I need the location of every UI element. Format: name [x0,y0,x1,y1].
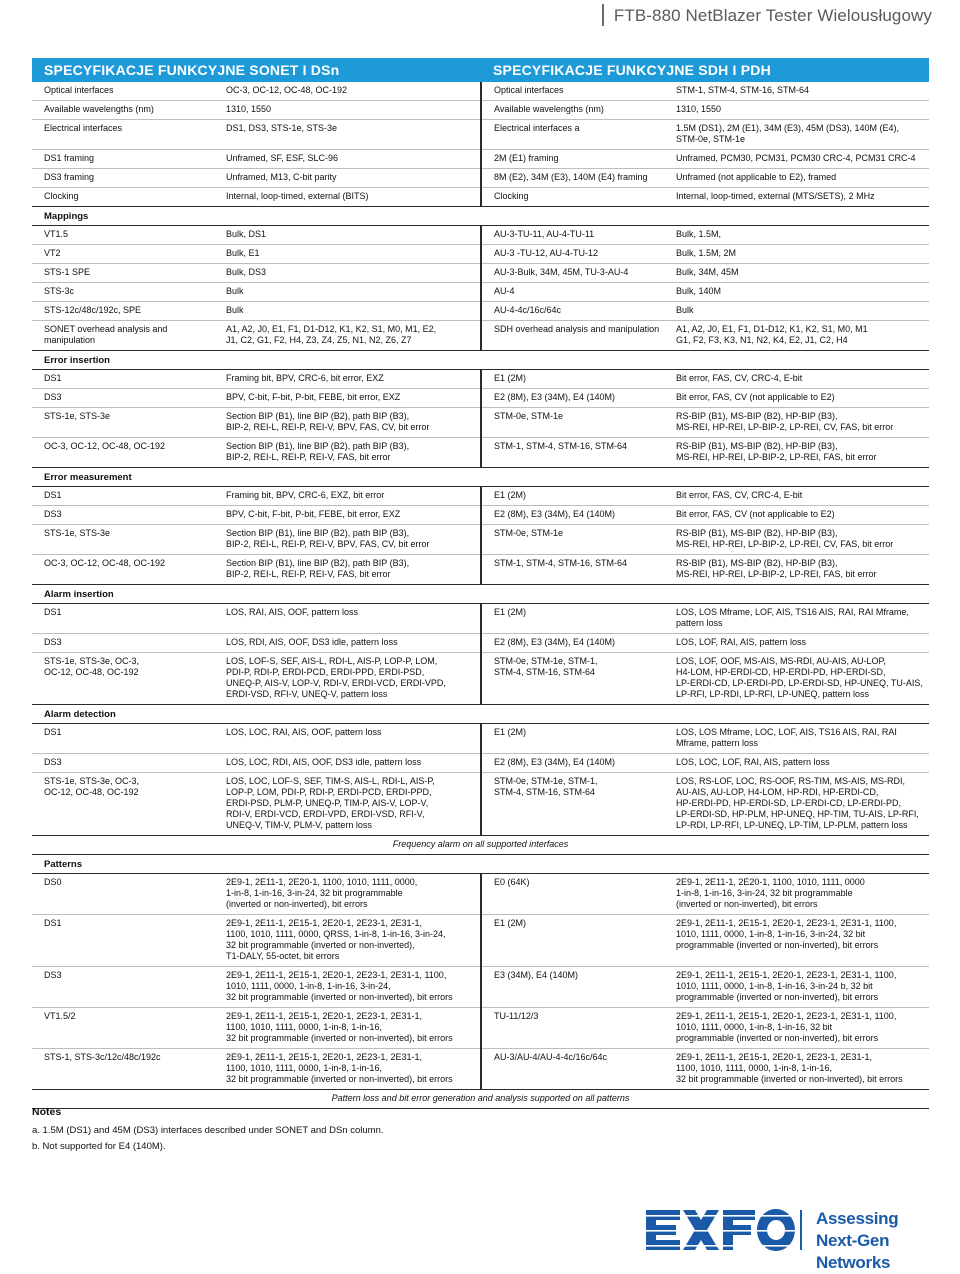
mappings-row [32,264,929,283]
sonet-value-cell: Unframed, SF, ESF, SLC-96 [222,150,481,169]
alarm-detection-row [32,773,929,836]
sonet-parameter-cell: DS1 [32,370,222,389]
sonet-value-cell: LOS, RAI, AIS, OOF, pattern loss [222,604,481,634]
sonet-parameter-cell: STS-1e, STS-3e [32,408,222,438]
sonet-value-cell: Bulk [222,283,481,302]
sdh-value-cell: 2E9-1, 2E11-1, 2E15-1, 2E20-1, 2E23-1, 2E31-1, 1100, 1010, 1111, 0000, 1-in-8, 1-in-16, 3-in-24, 32 bit programmable (inverted or non-inverted), bit errors [672,915,929,967]
sonet-parameter-cell: DS1 [32,487,222,506]
sdh-value-cell: 1.5M (DS1), 2M (E1), 34M (E3), 45M (DS3), 140M (E4), STM-0e, STM-1e [672,120,929,150]
column-heading-band [32,58,929,82]
sdh-parameter-cell: AU-4 [481,283,672,302]
sdh-value-cell: Bit error, FAS, CV, CRC-4, E-bit [672,487,929,506]
alarm-detection-section-heading [32,705,929,724]
sdh-value-cell: Bulk, 1.5M, 2M [672,245,929,264]
sonet-parameter-cell: DS3 framing [32,169,222,188]
sdh-value-cell: Bulk, 140M [672,283,929,302]
tagline [816,1208,960,1274]
sdh-value-cell: Bit error, FAS, CV, CRC-4, E-bit [672,370,929,389]
sdh-parameter-cell: AU-3-Bulk, 34M, 45M, TU-3-AU-4 [481,264,672,283]
alarm-detection-row [32,754,929,773]
sonet-value-cell: OC-3, OC-12, OC-48, OC-192 [222,82,481,101]
sdh-value-cell: 2E9-1, 2E11-1, 2E20-1, 1100, 1010, 1111, 0000 1-in-8, 1-in-16, 3-in-24, 32 bit programmable (inverted or non-inverted), bit errors [672,874,929,915]
patterns-title: Patterns [32,855,929,874]
alarm-insertion-row [32,604,929,634]
sonet-parameter-cell: SONET overhead analysis and manipulation [32,321,222,351]
sdh-parameter-cell: Clocking [481,188,672,207]
alarm-detection-footnote-row [32,836,929,855]
page-header-title: FTB-880 NetBlazer Tester Wielousługowy [613,6,932,25]
alarm-detection-footnote: Frequency alarm on all supported interfaces [32,836,929,855]
sdh-value-cell: LOS, LOC, LOF, RAI, AIS, pattern loss [672,754,929,773]
mappings-row [32,321,929,351]
sonet-parameter-cell: OC-3, OC-12, OC-48, OC-192 [32,438,222,468]
sdh-parameter-cell: STM-0e, STM-1e [481,408,672,438]
sonet-parameter-cell: STS-12c/48c/192c, SPE [32,302,222,321]
error-measurement-section-heading [32,468,929,487]
sonet-parameter-cell: Available wavelengths (nm) [32,101,222,120]
sonet-parameter-cell: Electrical interfaces [32,120,222,150]
sonet-parameter-cell: DS3 [32,506,222,525]
patterns-section-heading [32,855,929,874]
error-insertion-section-heading [32,351,929,370]
sdh-value-cell: LOS, RS-LOF, LOC, RS-OOF, RS-TIM, MS-AIS, MS-RDI, AU-AIS, AU-LOP, H4-LOM, HP-RDI, HP-ERDI-CD, HP-ERDI-PD, HP-ERDI-SD, LP-ERDI-CD, LP-ERDI-PD, LP-ERDI-SD, HP-PLM, HP-UNEQ, HP-TIM, TU-AIS, LP-RFI, LP-RDI, LP-RFI, LP-UNEQ, LP-TIM, LP-PLM, pattern loss [672,773,929,836]
mappings-row [32,226,929,245]
sdh-value-cell: 2E9-1, 2E11-1, 2E15-1, 2E20-1, 2E23-1, 2E31-1, 1100, 1010, 1111, 0000, 1-in-8, 1-in-16, 3-in-24 b, 32 bit programmable (inverted or non-inverted), bit errors [672,967,929,1008]
sdh-value-cell: Unframed, PCM30, PCM31, PCM30 CRC-4, PCM31 CRC-4 [672,150,929,169]
sdh-parameter-cell: E1 (2M) [481,604,672,634]
sonet-parameter-cell: DS0 [32,874,222,915]
mappings-section-heading [32,207,929,226]
error-measurement-row [32,487,929,506]
alarm-insertion-section-heading [32,585,929,604]
sonet-parameter-cell: DS3 [32,634,222,653]
sonet-parameter-cell: DS3 [32,967,222,1008]
sdh-parameter-cell: AU-3-TU-11, AU-4-TU-11 [481,226,672,245]
error-insertion-row [32,370,929,389]
general-row [32,169,929,188]
general-row [32,150,929,169]
sonet-parameter-cell: VT2 [32,245,222,264]
sonet-value-cell: Section BIP (B1), line BIP (B2), path BIP (B3), BIP-2, REI-L, REI-P, REI-V, FAS, bit error [222,555,481,585]
sdh-parameter-cell: STM-0e, STM-1e, STM-1, STM-4, STM-16, STM-64 [481,653,672,705]
sonet-value-cell: LOS, LOF-S, SEF, AIS-L, RDI-L, AIS-P, LOP-P, LOM, PDI-P, RDI-P, ERDI-PCD, ERDI-PPD, ERDI-PSD, UNEQ-P, AIS-V, LOP-V, RDI-V, ERDI-VCD, ERDI-VPD, ERDI-VSD, RFI-V, UNEQ-V, pattern loss [222,653,481,705]
sonet-value-cell: BPV, C-bit, F-bit, P-bit, FEBE, bit error, EXZ [222,506,481,525]
logo-divider [800,1210,802,1250]
sdh-value-cell: A1, A2, J0, E1, F1, D1-D12, K1, K2, S1, M0, M1 G1, F2, F3, K3, N1, N2, K4, E2, J1, C2, H4 [672,321,929,351]
sdh-value-cell: Bit error, FAS, CV (not applicable to E2) [672,389,929,408]
sdh-value-cell: 1310, 1550 [672,101,929,120]
sdh-parameter-cell: E1 (2M) [481,487,672,506]
specification-table [32,58,929,1109]
sdh-value-cell: Unframed (not applicable to E2), framed [672,169,929,188]
sonet-parameter-cell: STS-1e, STS-3e, OC-3, OC-12, OC-48, OC-192 [32,773,222,836]
sdh-value-cell: LOS, LOF, OOF, MS-AIS, MS-RDI, AU-AIS, AU-LOP, H4-LOM, HP-ERDI-CD, HP-ERDI-PD, HP-ERDI-SD, LP-ERDI-CD, LP-ERDI-PD, LP-ERDI-SD, HP-UNEQ, TU-AIS, LP-RFI, LP-RDI, LP-RFI, LP-UNEQ, pattern loss [672,653,929,705]
sdh-value-cell: 2E9-1, 2E11-1, 2E15-1, 2E20-1, 2E23-1, 2E31-1, 1100, 1010, 1111, 0000, 1-in-8, 1-in-16, 32 bit programmable (inverted or non-inverted), bit errors [672,1008,929,1049]
alarm-detection-row [32,724,929,754]
sonet-value-cell: Framing bit, BPV, CRC-6, EXZ, bit error [222,487,481,506]
sonet-dsn-heading: SPECYFIKACJE FUNKCYJNE SONET I DSn [32,58,481,82]
sonet-parameter-cell: DS1 [32,915,222,967]
patterns-row [32,1008,929,1049]
sonet-parameter-cell: OC-3, OC-12, OC-48, OC-192 [32,555,222,585]
sonet-value-cell: Section BIP (B1), line BIP (B2), path BIP (B3), BIP-2, REI-L, REI-P, REI-V, BPV, FAS, CV, bit error [222,408,481,438]
sdh-parameter-cell: STM-1, STM-4, STM-16, STM-64 [481,438,672,468]
alarm-insertion-row [32,634,929,653]
alarm-detection-title: Alarm detection [32,705,929,724]
sonet-value-cell: 1310, 1550 [222,101,481,120]
sdh-parameter-cell: E1 (2M) [481,724,672,754]
mappings-row [32,283,929,302]
sdh-parameter-cell: STM-1, STM-4, STM-16, STM-64 [481,555,672,585]
tagline-line-1: Assessing [816,1209,899,1228]
patterns-footnote: Pattern loss and bit error generation and analysis supported on all patterns [32,1090,929,1109]
sonet-value-cell: BPV, C-bit, F-bit, P-bit, FEBE, bit error, EXZ [222,389,481,408]
error-measurement-row [32,525,929,555]
sonet-value-cell: LOS, LOC, RAI, AIS, OOF, pattern loss [222,724,481,754]
sdh-value-cell: RS-BIP (B1), MS-BIP (B2), HP-BIP (B3), MS-REI, HP-REI, LP-BIP-2, LP-REI, FAS, bit error [672,438,929,468]
sonet-parameter-cell: DS1 [32,724,222,754]
sonet-parameter-cell: DS1 framing [32,150,222,169]
sdh-value-cell: LOS, LOS Mframe, LOF, AIS, TS16 AIS, RAI, RAI Mframe, pattern loss [672,604,929,634]
sonet-parameter-cell: STS-1e, STS-3e, OC-3, OC-12, OC-48, OC-192 [32,653,222,705]
sonet-parameter-cell: DS1 [32,604,222,634]
sdh-parameter-cell: Available wavelengths (nm) [481,101,672,120]
sonet-value-cell: Section BIP (B1), line BIP (B2), path BIP (B3), BIP-2, REI-L, REI-P, REI-V, FAS, bit error [222,438,481,468]
tagline-line-2: Next-Gen Networks [816,1231,891,1272]
sonet-parameter-cell: Clocking [32,188,222,207]
error-measurement-row [32,506,929,525]
sdh-parameter-cell: STM-0e, STM-1e [481,525,672,555]
sonet-value-cell: A1, A2, J0, E1, F1, D1-D12, K1, K2, S1, M0, M1, E2, J1, C2, G1, F2, H4, Z3, Z4, Z5, N1, N2, Z6, Z7 [222,321,481,351]
sdh-parameter-cell: E2 (8M), E3 (34M), E4 (140M) [481,389,672,408]
patterns-row [32,967,929,1008]
sdh-value-cell: STM-1, STM-4, STM-16, STM-64 [672,82,929,101]
error-insertion-row [32,389,929,408]
sdh-parameter-cell: Optical interfaces [481,82,672,101]
sdh-parameter-cell: E1 (2M) [481,915,672,967]
notes-title: Notes [32,1106,62,1118]
sdh-value-cell: LOS, LOS Mframe, LOC, LOF, AIS, TS16 AIS, RAI, RAI Mframe, pattern loss [672,724,929,754]
sdh-value-cell: Bit error, FAS, CV (not applicable to E2) [672,506,929,525]
alarm-insertion-title: Alarm insertion [32,585,929,604]
sonet-value-cell: Bulk, DS3 [222,264,481,283]
sonet-value-cell: 2E9-1, 2E11-1, 2E15-1, 2E20-1, 2E23-1, 2E31-1, 1100, 1010, 1111, 0000, 1-in-8, 1-in-16, 32 bit programmable (inverted or non-inverted), bit errors [222,1049,481,1090]
sonet-value-cell: 2E9-1, 2E11-1, 2E15-1, 2E20-1, 2E23-1, 2E31-1, 1100, 1010, 1111, 0000, QRSS, 1-in-8, 1-in-16, 3-in-24, 32 bit programmable (inverted or non-inverted), T1-DALY, 55-octet, bit errors [222,915,481,967]
sdh-value-cell: Bulk, 1.5M, [672,226,929,245]
patterns-row [32,915,929,967]
general-row [32,188,929,207]
sonet-value-cell: Bulk [222,302,481,321]
error-measurement-row [32,555,929,585]
note-a: a. 1.5M (DS1) and 45M (DS3) interfaces described under SONET and DSn column. [32,1125,384,1136]
mappings-row [32,302,929,321]
sonet-parameter-cell: STS-1, STS-3c/12c/48c/192c [32,1049,222,1090]
sonet-value-cell: Section BIP (B1), line BIP (B2), path BIP (B3), BIP-2, REI-L, REI-P, REI-V, BPV, FAS, CV, bit error [222,525,481,555]
sdh-parameter-cell: E2 (8M), E3 (34M), E4 (140M) [481,506,672,525]
sonet-value-cell: LOS, LOC, LOF-S, SEF, TIM-S, AIS-L, RDI-L, AIS-P, LOP-P, LOM, PDI-P, RDI-P, ERDI-PCD, ERDI-PPD, ERDI-PSD, PLM-P, UNEQ-P, TIM-P, AIS-V, LOP-V, RDI-V, ERDI-VCD, ERDI-VPD, ERDI-VSD, RFI-V, UNEQ-V, TIM-V, PLM-V, pattern loss [222,773,481,836]
sdh-value-cell: RS-BIP (B1), MS-BIP (B2), HP-BIP (B3), MS-REI, HP-REI, LP-BIP-2, LP-REI, CV, FAS, bit error [672,525,929,555]
sdh-parameter-cell: E3 (34M), E4 (140M) [481,967,672,1008]
sdh-parameter-cell: E2 (8M), E3 (34M), E4 (140M) [481,754,672,773]
mappings-title: Mappings [32,207,929,226]
sonet-parameter-cell: DS3 [32,754,222,773]
error-measurement-title: Error measurement [32,468,929,487]
sonet-parameter-cell: STS-3c [32,283,222,302]
sonet-value-cell: Internal, loop-timed, external (BITS) [222,188,481,207]
note-b: b. Not supported for E4 (140M). [32,1141,166,1152]
patterns-row [32,1049,929,1090]
sdh-parameter-cell: 8M (E2), 34M (E3), 140M (E4) framing [481,169,672,188]
alarm-insertion-row [32,653,929,705]
general-row [32,101,929,120]
patterns-row [32,874,929,915]
sonet-value-cell: Bulk, E1 [222,245,481,264]
sonet-parameter-cell: DS3 [32,389,222,408]
sonet-parameter-cell: Optical interfaces [32,82,222,101]
header-divider [602,4,604,26]
sdh-value-cell: Bulk [672,302,929,321]
sdh-parameter-cell: TU-11/12/3 [481,1008,672,1049]
sdh-parameter-cell: E0 (64K) [481,874,672,915]
sdh-parameter-cell: Electrical interfaces a [481,120,672,150]
sonet-value-cell: Bulk, DS1 [222,226,481,245]
sdh-value-cell: 2E9-1, 2E11-1, 2E15-1, 2E20-1, 2E23-1, 2E31-1, 1100, 1010, 1111, 0000, 1-in-8, 1-in-16, 32 bit programmable (inverted or non-inverted), bit errors [672,1049,929,1090]
error-insertion-row [32,438,929,468]
sdh-parameter-cell: E2 (8M), E3 (34M), E4 (140M) [481,634,672,653]
sonet-value-cell: Unframed, M13, C-bit parity [222,169,481,188]
sdh-value-cell: RS-BIP (B1), MS-BIP (B2), HP-BIP (B3), MS-REI, HP-REI, LP-BIP-2, LP-REI, FAS, bit error [672,555,929,585]
sonet-value-cell: 2E9-1, 2E11-1, 2E15-1, 2E20-1, 2E23-1, 2E31-1, 1100, 1010, 1111, 0000, 1-in-8, 1-in-16, 3-in-24, 32 bit programmable (inverted or non-inverted), bit errors [222,967,481,1008]
sonet-value-cell: LOS, RDI, AIS, OOF, DS3 idle, pattern loss [222,634,481,653]
general-row [32,82,929,101]
sdh-parameter-cell: E1 (2M) [481,370,672,389]
error-insertion-title: Error insertion [32,351,929,370]
sdh-parameter-cell: 2M (E1) framing [481,150,672,169]
sonet-parameter-cell: VT1.5/2 [32,1008,222,1049]
sonet-value-cell: LOS, LOC, RDI, AIS, OOF, DS3 idle, pattern loss [222,754,481,773]
sdh-parameter-cell: AU-4-4c/16c/64c [481,302,672,321]
sdh-value-cell: RS-BIP (B1), MS-BIP (B2), HP-BIP (B3), MS-REI, HP-REI, LP-BIP-2, LP-REI, CV, FAS, bit error [672,408,929,438]
sdh-value-cell: Internal, loop-timed, external (MTS/SETS), 2 MHz [672,188,929,207]
sonet-parameter-cell: VT1.5 [32,226,222,245]
sdh-parameter-cell: STM-0e, STM-1e, STM-1, STM-4, STM-16, STM-64 [481,773,672,836]
mappings-row [32,245,929,264]
sonet-parameter-cell: STS-1e, STS-3e [32,525,222,555]
exfo-logo [646,1206,796,1254]
sdh-value-cell: LOS, LOF, RAI, AIS, pattern loss [672,634,929,653]
sonet-value-cell: Framing bit, BPV, CRC-6, bit error, EXZ [222,370,481,389]
general-row [32,120,929,150]
sonet-parameter-cell: STS-1 SPE [32,264,222,283]
notes-section [32,1104,532,1155]
sonet-value-cell: 2E9-1, 2E11-1, 2E15-1, 2E20-1, 2E23-1, 2E31-1, 1100, 1010, 1111, 0000, 1-in-8, 1-in-16, 32 bit programmable (inverted or non-inverted), bit errors [222,1008,481,1049]
sonet-value-cell: DS1, DS3, STS-1e, STS-3e [222,120,481,150]
error-insertion-row [32,408,929,438]
sdh-parameter-cell: AU-3 -TU-12, AU-4-TU-12 [481,245,672,264]
sdh-pdh-heading: SPECYFIKACJE FUNKCYJNE SDH I PDH [481,58,929,82]
sdh-parameter-cell: AU-3/AU-4/AU-4-4c/16c/64c [481,1049,672,1090]
sonet-value-cell: 2E9-1, 2E11-1, 2E20-1, 1100, 1010, 1111, 0000, 1-in-8, 1-in-16, 3-in-24, 32 bit programmable (inverted or non-inverted), bit errors [222,874,481,915]
sdh-value-cell: Bulk, 34M, 45M [672,264,929,283]
sdh-parameter-cell: SDH overhead analysis and manipulation [481,321,672,351]
